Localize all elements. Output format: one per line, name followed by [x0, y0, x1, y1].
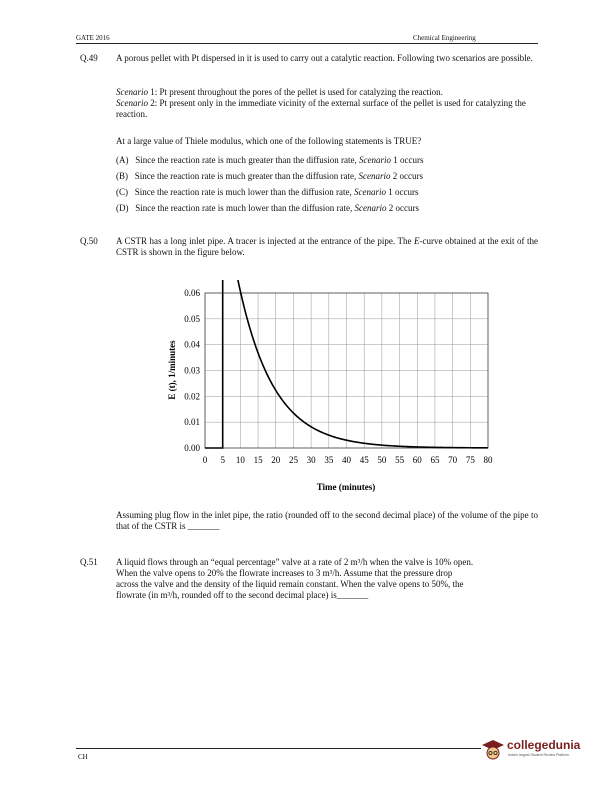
- x-tick-label: 80: [483, 455, 493, 465]
- x-tick-label: 35: [324, 455, 334, 465]
- x-tick-label: 10: [235, 455, 245, 465]
- header-left: GATE 2016: [76, 34, 110, 42]
- option-label: (D): [116, 203, 129, 213]
- option-tail: 1 occurs: [391, 155, 424, 165]
- option-label: (B): [116, 171, 128, 181]
- footer-rule: [76, 748, 481, 749]
- collegedunia-logo[interactable]: [481, 735, 611, 765]
- scenario-2-label: Scenario: [116, 98, 148, 108]
- option-scenario: Scenario: [358, 171, 391, 181]
- q50-stem-e: E: [413, 236, 420, 246]
- option-scenario: Scenario: [354, 203, 387, 213]
- x-tick-label: 20: [271, 455, 281, 465]
- option-text: Since the reaction rate is much lower than the diffusion rate,: [134, 187, 352, 197]
- e-curve-chart: [150, 280, 510, 495]
- y-tick-label: 0.00: [184, 443, 200, 453]
- q49-question: At a large value of Thiele modulus, which one of the following statements is TRUE?: [116, 136, 422, 146]
- q51-line-1: A liquid flows through an “equal percentage” valve at a rate of 2 m³/h when the valve is 10% open.: [116, 557, 474, 567]
- q50-stem-b: -curve obtained at the exit of the CSTR is shown in the figure below.: [116, 236, 538, 257]
- q50-number: Q.50: [80, 236, 98, 246]
- y-tick-label: 0.03: [184, 365, 200, 376]
- y-tick-label: 0.06: [184, 288, 200, 298]
- scenario-1-text: 1: Pt present throughout the pores of the pellet is used for catalyzing the reaction.: [148, 87, 443, 97]
- header-rule: [76, 43, 538, 44]
- option-label: (A): [116, 155, 129, 165]
- q49-scenario-2: [116, 98, 538, 120]
- footer-left: CH: [78, 753, 88, 761]
- x-tick-label: 30: [306, 455, 316, 465]
- q49-option-a[interactable]: [116, 155, 424, 166]
- x-tick-labels: [203, 455, 493, 465]
- x-tick-label: 55: [395, 455, 405, 465]
- q50-after: Assuming plug flow in the inlet pipe, the ratio (rounded off to the second decimal place) of the volume of the pipe to that of the CSTR is _______: [116, 510, 538, 531]
- option-text: Since the reaction rate is much lower than the diffusion rate,: [135, 203, 353, 213]
- q51-number: Q.51: [80, 557, 98, 567]
- q49-number: Q.49: [80, 53, 98, 63]
- logo-tagline: India's largest Student Review Platform: [508, 753, 569, 757]
- x-axis-label: Time (minutes): [316, 482, 376, 492]
- y-tick-label: 0.01: [184, 417, 200, 428]
- y-tick-label: 0.02: [184, 391, 200, 402]
- x-tick-label: 45: [359, 455, 369, 465]
- option-text: Since the reaction rate is much greater than the diffusion rate,: [134, 171, 357, 181]
- q49-stem: A porous pellet with Pt dispersed in it is used to carry out a catalytic reaction. Following two scenarios are possible.: [116, 53, 533, 63]
- option-tail: 2 occurs: [390, 171, 423, 181]
- option-text: Since the reaction rate is much greater than the diffusion rate,: [135, 155, 357, 165]
- q50-stem-a: A CSTR has a long inlet pipe. A tracer is injected at the entrance of the pipe. The: [116, 236, 414, 246]
- x-tick-label: 60: [412, 455, 422, 465]
- graduate-icon: [481, 737, 505, 761]
- q49-option-b[interactable]: [116, 171, 423, 182]
- option-scenario: Scenario: [354, 187, 387, 197]
- option-label: (C): [116, 187, 128, 197]
- logo-text: collegedunia: [507, 738, 581, 752]
- x-tick-label: 25: [288, 455, 298, 465]
- q51-line-4: flowrate (in m³/h, rounded off to the second decimal place) is_______: [116, 590, 369, 600]
- y-tick-labels: [184, 288, 200, 453]
- option-scenario: Scenario: [359, 155, 391, 165]
- option-tail: 2 occurs: [386, 203, 420, 213]
- scenario-1-label: Scenario: [116, 87, 148, 97]
- q49-scenario-1: [116, 87, 538, 98]
- y-tick-label: 0.05: [184, 313, 200, 324]
- q51-line-2: When the valve opens to 20% the flowrate increases to 3 m³/h. Assume that the pressure drop: [116, 568, 453, 578]
- x-tick-label: 0: [202, 455, 208, 465]
- x-tick-label: 40: [342, 455, 351, 465]
- q49-option-c[interactable]: [116, 187, 419, 198]
- chart-grid: [205, 293, 488, 448]
- q49-option-d[interactable]: [116, 203, 419, 214]
- x-tick-label: 70: [448, 455, 458, 465]
- y-tick-label: 0.04: [184, 339, 200, 350]
- q51-line-3: across the valve and the density of the liquid remain constant. When the valve opens to 50%, the: [116, 579, 464, 589]
- y-axis-label: E (t), 1/minutes: [167, 340, 177, 400]
- scenario-2-text: 2: Pt present only in the immediate vicinity of the external surface of the pellet is used for catalyzing the reaction.: [116, 98, 526, 119]
- x-tick-label: 5: [220, 455, 225, 465]
- q50-stem: [116, 236, 538, 258]
- x-tick-label: 50: [377, 455, 387, 465]
- x-tick-label: 15: [253, 455, 263, 465]
- option-tail: 1 occurs: [386, 187, 419, 197]
- x-tick-label: 75: [465, 455, 475, 465]
- x-tick-label: 65: [430, 455, 440, 465]
- header-right: Chemical Engineering: [413, 34, 476, 42]
